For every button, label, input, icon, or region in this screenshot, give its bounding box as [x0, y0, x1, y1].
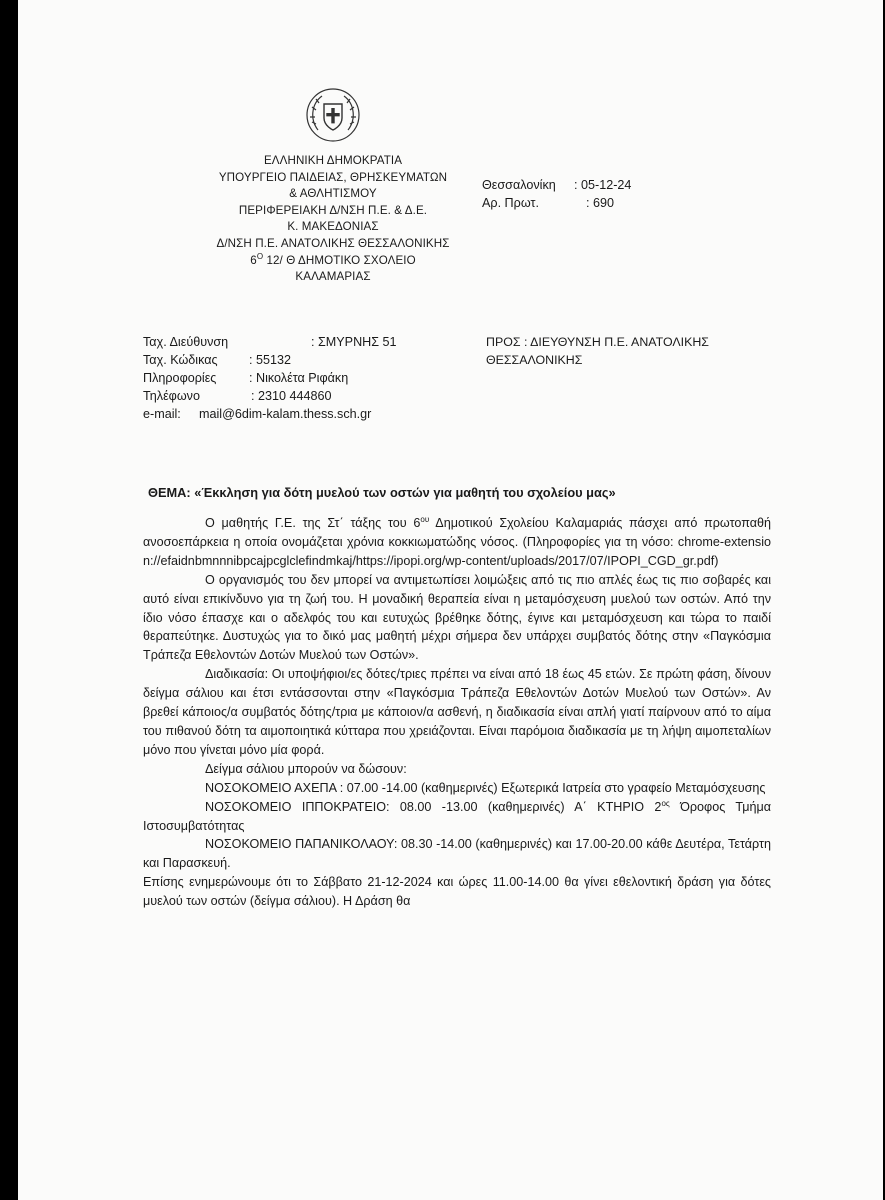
- protocol-label: Αρ. Πρωτ.: [482, 196, 539, 210]
- issuer-header: [168, 153, 498, 286]
- protocol-value: : 690: [586, 196, 615, 210]
- header-line: Κ. ΜΑΚΕΔΟΝΙΑΣ: [287, 220, 379, 234]
- greek-republic-emblem-icon: [304, 86, 362, 144]
- paragraph: Διαδικασία: Οι υποψήφιοι/ες δότες/τριες πρέπει να είναι από 18 έως 45 ετών. Σε πρώτη φάση, δίνουν δείγμα σάλιου και έτσι εντάσσονται στην «Παγκόσμια Τράπεζα Εθελοντών Δοτών Μυελού των Οστών». Αν βρεθεί κάποιος/α συμβατός δότης/τρια με κάποιον/α ασθενή, η διαδικασία είναι απλή γιατί παίρνουν από το αίμα του πιθανού δότη τα αιμοποιητικά κύτταρα που χρειάζονται. Είναι παρόμοια διαδικασία με τη λήψη αιμοπεταλίων μόνο που γίνεται μόνο μία φορά.: [143, 667, 771, 757]
- email-link[interactable]: mail@6dim-kalam.thess.sch.gr: [199, 407, 372, 421]
- header-line: ΥΠΟΥΡΓΕΙΟ ΠΑΙΔΕΙΑΣ, ΘΡΗΣΚΕΥΜΑΤΩΝ: [218, 170, 448, 184]
- document-page: [18, 0, 883, 1200]
- info-line: Πληροφορίες : Νικολέτα Ριφάκη: [143, 371, 349, 385]
- protocol-line: [482, 194, 614, 212]
- header-line: Δ/ΝΣΗ Π.Ε. ΑΝΑΤΟΛΙΚΗΣ ΘΕΣΣΑΛΟΝΙΚΗΣ: [216, 236, 450, 250]
- subject-line: ΘΕΜΑ: «Έκκληση για δότη μυελού των οστών για μαθητή του σχολείου μας»: [148, 485, 616, 500]
- date-value: : 05-12-24: [574, 178, 632, 192]
- postal-line: Ταχ. Κώδικας : 55132: [143, 353, 292, 367]
- header-line: & ΑΘΛΗΤΙΣΜΟΥ: [289, 187, 377, 201]
- recipient-block: [486, 333, 786, 369]
- paragraph: Ο μαθητής Γ.Ε. της Στ΄ τάξης του $6^{o\upsilon}$ Δημοτικού Σχολείου Καλαμαριάς πάσχει από πρωτοπαθή ανοσοεπάρκεια η οποία ονομάζεται χρόνια κοκκιωματώδης νόσος. (Πληροφορίες για τη νόσο: chrome-extension://efaidnbmnnnibpcajpcglclefindmkaj/https://ipopi.org/wp-content/uploads/2017/07/IPOPI_CGD_gr.pdf): [143, 514, 772, 568]
- date-line: [482, 176, 631, 194]
- letter-body: [143, 514, 771, 911]
- header-line: ΕΛΛΗΝΙΚΗ ΔΗΜΟΚΡΑΤΙΑ: [263, 154, 403, 167]
- address-line: Ταχ. Διεύθυνση : ΣΜΥΡΝΗΣ 51: [143, 335, 397, 349]
- school-name: $6^O$ 12/ Θ ΔΗΜΟΤΙΚΟ ΣΧΟΛΕΙΟ: [250, 251, 416, 267]
- date-label: Θεσσαλονίκη: [482, 178, 556, 192]
- hospital-entry: ΝΟΣΟΚΟΜΕΙΟ ΙΠΠΟΚΡΑΤΕΙΟ: 08.00 -13.00 (καθημερινές) Α΄ ΚΤΗΡΙΟ $2^{o\varsigma}$ Όροφος Τμήμα Ιστοσυμβατότητας: [143, 798, 771, 833]
- info-link[interactable]: chrome-extension://efaidnbmnnnibpcajpcglclefindmkaj/https://ipopi.org/wp-content/uploads/2017/07/IPOPI_CGD_gr.pdf): [143, 534, 772, 568]
- hospital-entry: ΝΟΣΟΚΟΜΕΙΟ ΠΑΠΑΝΙΚΟΛΑΟΥ: 08.30 -14.00 (καθημερινές) και 17.00-20.00 κάθε Δευτέρα, Τετάρτη και Παρασκευή.: [143, 837, 771, 871]
- paragraph: Ο οργανισμός του δεν μπορεί να αντιμετωπίσει λοιμώξεις από τις πιο απλές έως τις πιο σοβαρές και αυτό είναι επικίνδυνο για τη ζωή του. Η μοναδική θεραπεία είναι η μεταμόσχευση μυελού των οστών. Από την ίδιο νόσο έπασχε και ο αδελφός του και ευτυχώς βρέθηκε δότης, έγινε και μεταμόσχευση και τώρα το παιδί θεραπεύτηκε. Δυστυχώς για το δικό μας μαθητή μέχρι σήμερα δεν υπάρχει συμβατός δότης στην «Παγκόσμια Τράπεζα Εθελοντών Δοτών Μυελού των Οστών».: [143, 572, 771, 663]
- phone-line: Τηλέφωνο : 2310 444860: [143, 389, 332, 403]
- recipient-line: ΠΡΟΣ : ΔΙΕΥΘΥΝΣΗ Π.Ε. ΑΝΑΤΟΛΙΚΗΣ: [486, 335, 709, 349]
- email-line: e-mail: mail@6dim-kalam.thess.sch.gr: [143, 407, 372, 421]
- recipient-line: ΘΕΣΣΑΛΟΝΙΚΗΣ: [486, 353, 583, 367]
- header-line: ΠΕΡΙΦΕΡΕΙΑΚΗ Δ/ΝΣΗ Π.Ε. & Δ.Ε.: [238, 203, 428, 217]
- paragraph: Επίσης ενημερώνουμε ότι το Σάββατο 21-12-2024 και ώρες 11.00-14.00 θα γίνει εθελοντική δράση για δότες μυελού των οστών (δείγμα σάλιου). Η Δράση θα: [143, 875, 771, 909]
- school-city: ΚΑΛΑΜΑΡΙΑΣ: [295, 270, 371, 284]
- paragraph: Δείγμα σάλιου μπορούν να δώσουν:: [205, 761, 407, 776]
- hospital-entry: ΝΟΣΟΚΟΜΕΙΟ ΑΧΕΠΑ : 07.00 -14.00 (καθημερινές) Εξωτερικά Ιατρεία στο γραφείο Μεταμόσχευσης: [205, 780, 766, 795]
